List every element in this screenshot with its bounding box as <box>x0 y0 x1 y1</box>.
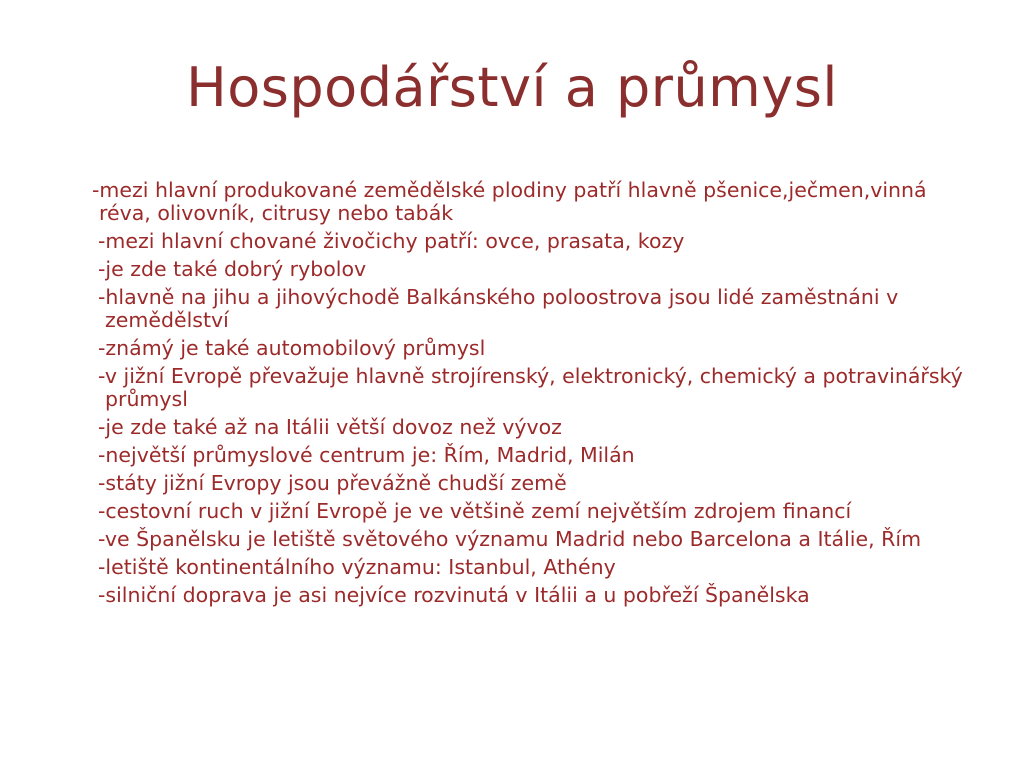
slide-title: Hospodářství a průmysl <box>186 56 838 119</box>
list-item: -je zde také dobrý rybolov <box>98 257 367 281</box>
list-item: -státy jižní Evropy jsou převážně chudší země <box>98 471 567 495</box>
list-item: -hlavně na jihu a jihovýchodě Balkánského poloostrova jsou lidé zaměstnáni v zemědělství <box>98 285 899 332</box>
list-item: -mezi hlavní produkované zemědělské plodiny patří hlavně pšenice,ječmen,vinná réva, olivovník, citrusy nebo tabák <box>92 178 927 225</box>
list-item: -mezi hlavní chované živočichy patří: ovce, prasata, kozy <box>98 229 685 253</box>
bullet-list <box>92 178 968 612</box>
list-item: -silniční doprava je asi nejvíce rozvinutá v Itálii a u pobřeží Španělska <box>98 583 810 607</box>
list-item: -známý je také automobilový průmysl <box>98 336 486 360</box>
list-item: -letiště kontinentálního významu: Istanbul, Athény <box>98 555 616 579</box>
list-item: -ve Španělsku je letiště světového významu Madrid nebo Barcelona a Itálie, Řím <box>98 527 922 551</box>
list-item: -cestovní ruch v jižní Evropě je ve většině zemí největším zdrojem financí <box>98 499 852 523</box>
list-item: -největší průmyslové centrum je: Řím, Madrid, Milán <box>98 443 635 467</box>
list-item: -je zde také až na Itálii větší dovoz než vývoz <box>98 415 562 439</box>
list-item: -v jižní Evropě převažuje hlavně strojírenský, elektronický, chemický a potravinářský průmysl <box>98 364 963 411</box>
